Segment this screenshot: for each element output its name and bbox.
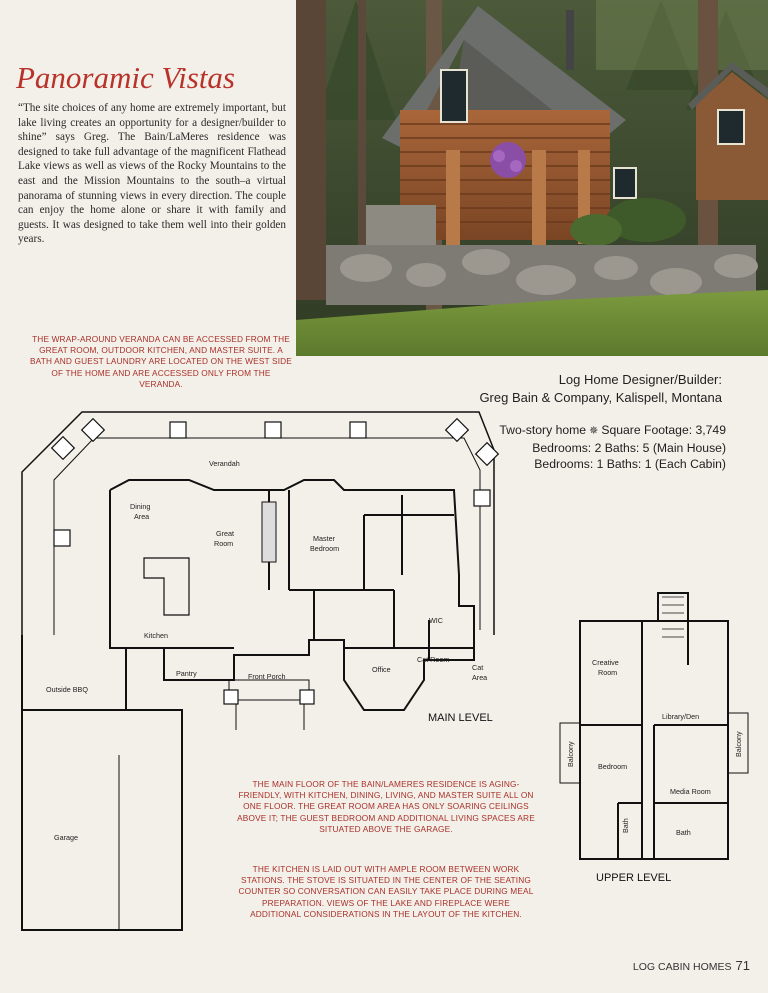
- upper-bath-left: Bath: [621, 818, 630, 833]
- designer-block: [479, 371, 722, 407]
- log-home-photo: [296, 0, 768, 356]
- upper-level-label: UPPER LEVEL: [596, 872, 672, 884]
- intro-paragraph: “The site choices of any home are extremely important, but lake living creates an opportunity for a designer/builder to shine” says Greg. The Bain/LaMeres residence was designed to take full advantage of the magnificent Flathead Lake views as well as views of the Rocky Mountains to the east and the Mission Mountains to the south–a virtual panorama of stunning views in every direction. The couple can enjoy the home alone or share it with family and guests. It was designed to take them well into their golden years.: [18, 102, 286, 246]
- page-number: 71: [735, 958, 750, 973]
- veranda-caption: THE WRAP-AROUND VERANDA CAN BE ACCESSED FROM THE GREAT ROOM, OUTDOOR KITCHEN, AND MASTER SUITE. A BATH AND GUEST LAUNDRY ARE LOCATED ON THE WEST SIDE OF THE HOME AND ARE ACCESSED ONLY FROM THE VERANDA.: [30, 334, 292, 389]
- main-level-label: MAIN LEVEL: [428, 712, 493, 724]
- room-wic: WIC: [429, 616, 443, 625]
- kitchen-caption: THE KITCHEN IS LAID OUT WITH AMPLE ROOM BETWEEN WORK STATIONS. THE STOVE IS SITUATED IN THE CENTER OF THE SEATING COUNTER SO CONVERSATION CAN EASILY TAKE PLACE DURING MEAL PREPARATION. VIEWS OF THE LAKE AND FIREPLACE WERE ADDITIONAL CONSIDERATIONS IN THE LAYOUT OF THE KITCHEN.: [238, 864, 534, 919]
- upper-creative-room: Room: [598, 668, 618, 677]
- upper-media-room: Media Room: [670, 787, 711, 796]
- room-front-porch: Front Porch: [248, 672, 286, 681]
- magazine-name: LOG CABIN HOMES: [632, 961, 732, 973]
- star-icon: ✵: [589, 425, 599, 437]
- upper-library: Library/Den: [662, 712, 700, 721]
- square-footage: Square Footage: 3,749: [601, 423, 726, 437]
- upper-bedroom: Bedroom: [598, 762, 628, 771]
- room-cat-area-1: Cat: [472, 663, 484, 672]
- room-master-bedroom: Bedroom: [310, 544, 340, 553]
- upper-bath-right: Bath: [676, 828, 691, 837]
- upper-balcony-left: Balcony: [566, 741, 575, 767]
- upper-level-floor-plan: [558, 585, 758, 885]
- room-dining-area: Area: [134, 512, 150, 521]
- room-pantry: Pantry: [176, 669, 197, 678]
- room-kitchen: Kitchen: [144, 631, 168, 640]
- article-heading: Panoramic Vistas: [16, 60, 235, 95]
- room-verandah: Verandah: [209, 459, 240, 468]
- specs-block: [499, 422, 726, 473]
- room-great-room: Room: [214, 539, 234, 548]
- upper-creative: Creative: [592, 658, 619, 667]
- designer-name: Greg Bain & Company, Kalispell, Montana: [479, 390, 722, 405]
- upper-balcony-right: Balcony: [734, 731, 743, 757]
- room-outside-bbq: Outside BBQ: [46, 685, 88, 694]
- main-floor-caption: THE MAIN FLOOR OF THE BAIN/LAMERES RESIDENCE IS AGING-FRIENDLY, WITH KITCHEN, DINING, LIVING, AND MASTER SUITE ALL ON ONE FLOOR. THE GREAT ROOM AREA HAS ONLY SOARING CEILINGS ABOVE IT; THE GUEST BEDROOM AND ADDITIONAL LIVING SPACES ARE SITUATED ABOVE THE GARAGE.: [237, 779, 535, 834]
- cabin-rooms: Bedrooms: 1 Baths: 1 (Each Cabin): [534, 457, 726, 472]
- room-office: Office: [372, 665, 391, 674]
- room-great: Great: [216, 529, 234, 538]
- main-level-floor-plan: [14, 410, 514, 940]
- room-garage: Garage: [54, 833, 78, 842]
- designer-label: Log Home Designer/Builder:: [558, 372, 722, 387]
- room-cat-room: Cat Room: [417, 655, 450, 664]
- room-dining: Dining: [130, 502, 151, 511]
- log-home-illustration: [296, 0, 768, 356]
- room-cat-area-2: Area: [472, 673, 488, 682]
- room-master: Master: [313, 534, 335, 543]
- main-house-rooms: Bedrooms: 2 Baths: 5 (Main House): [532, 440, 726, 455]
- page-footer: [633, 958, 750, 973]
- home-type: Two-story home: [499, 423, 587, 437]
